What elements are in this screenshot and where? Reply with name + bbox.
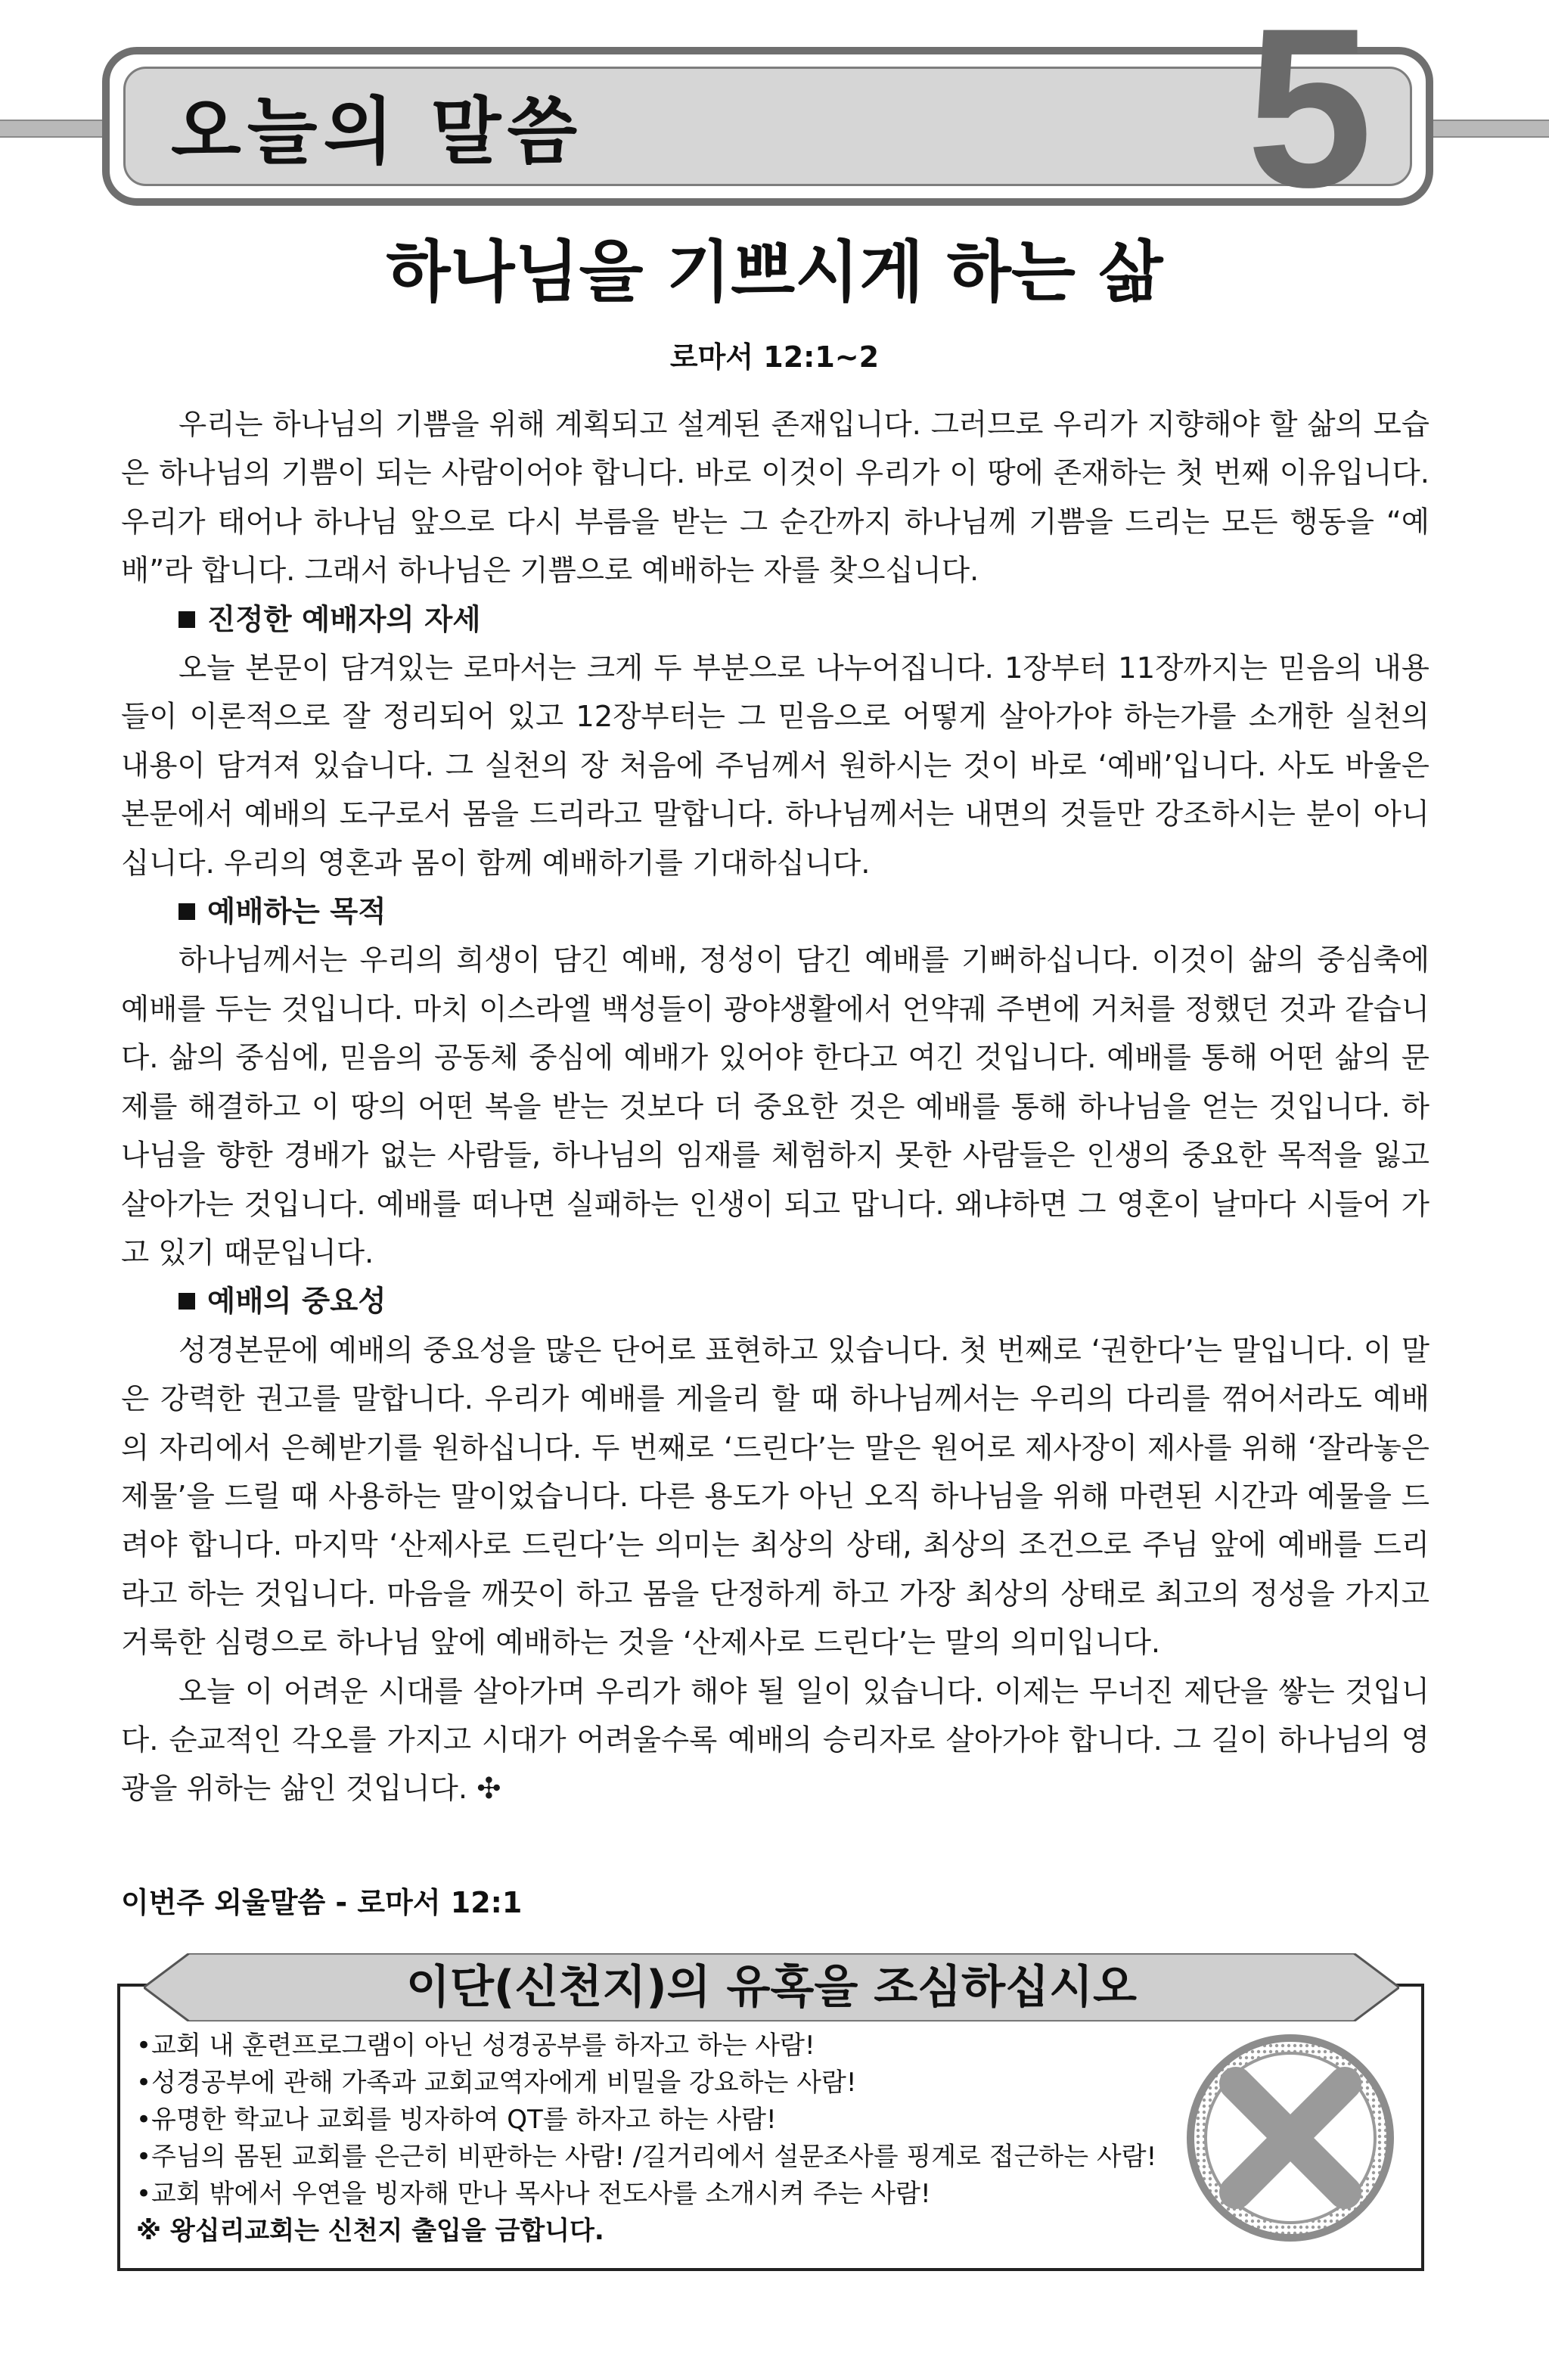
scripture-reference: 로마서 12:1~2 (669, 340, 880, 374)
header-banner (102, 47, 1433, 206)
section-title: 오늘의 말씀 (171, 89, 584, 174)
section-heading-text: 예배의 중요성 (207, 1285, 386, 1319)
warning-item: •주님의 몸된 교회를 은근히 비판하는 사람! /길거리에서 설문조사를 핑계로 접근하는 사람! (136, 2142, 1157, 2172)
section-paragraph: 성경본문에 예배의 중요성을 많은 단어로 표현하고 있습니다. 첫 번째로 ‘권한다’는 말입니다. 이 말은 강력한 권고를 말합니다. 우리가 예배를 게을리 할 때 하나님께서는 우리의 다리를 꺾어서라도 예배의 자리에서 은혜받기를 원하십니다. 두 번째로 ‘드린다’는 말은 원어로 제사장이 제사를 위해 ‘잘라놓은 제물’을 드릴 때 사용하는 말이었습니다. 다른 용도가 아닌 오직 하나님을 위해 마련된 시간과 예물을 드려야 합니다. 마지막 ‘산제사로 드린다’는 의미는 최상의 상태, 최상의 조건으로 주님 앞에 예배를 드리라고 하는 것입니다. 마음을 깨끗이 하고 몸을 단정하게 하고 가장 최상의 상태로 최고의 정성을 가지고 거룩한 심령으로 하나님 앞에 예배하는 것을 ‘산제사로 드린다’는 말의 의미입니다. (121, 1333, 1429, 1661)
warning-list (136, 2027, 1156, 2250)
warning-item: •교회 밖에서 우연을 빙자해 만나 목사나 전도사를 소개시켜 주는 사람! (136, 2179, 931, 2209)
page-number: 5 (1246, 0, 1373, 235)
sermon-body (121, 401, 1429, 1814)
section-heading (121, 1278, 1429, 1326)
section-heading (121, 596, 1429, 645)
warning-item: •유명한 학교나 교회를 빙자하여 QT를 하자고 하는 사람! (136, 2105, 777, 2135)
warning-item: •성경공부에 관해 가족과 교회교역자에게 비밀을 강요하는 사람! (136, 2068, 857, 2098)
section-paragraph: 하나님께서는 우리의 희생이 담긴 예배, 정성이 담긴 예배를 기뻐하십니다. 이것이 삶의 중심축에 예배를 두는 것입니다. 마치 이스라엘 백성들이 광야생활에서 언약궤 주변에 거처를 정했던 것과 같습니다. 삶의 중심에, 믿음의 공동체 중심에 예배가 있어야 한다고 여긴 것입니다. 예배를 통해 어떤 삶의 문제를 해결하고 이 땅의 어떤 복을 받는 것보다 더 중요한 것은 예배를 통해 하나님을 얻는 것입니다. 하나님을 향한 경배가 없는 사람들, 하나님의 임재를 체험하지 못한 사람들은 인생의 중요한 목적을 잃고 살아가는 것입니다. 예배를 떠나면 실패하는 인생이 되고 맙니다. 왜냐하면 그 영혼이 날마다 시들어 가고 있기 때문입니다. (121, 943, 1429, 1270)
warning-banner (144, 1953, 1399, 2021)
square-bullet-icon (178, 903, 195, 920)
header-banner-inner (123, 67, 1412, 186)
sermon-title: 하나님을 기쁘시게 하는 삶 (386, 233, 1163, 311)
square-bullet-icon (178, 611, 195, 628)
section-heading-text: 진정한 예배자의 자세 (207, 602, 481, 637)
square-bullet-icon (178, 1293, 195, 1310)
warning-title: 이단(신천지)의 유혹을 조심하십시오 (405, 1961, 1138, 2014)
memory-verse: 이번주 외울말씀 - 로마서 12:1 (121, 1886, 523, 1919)
section-heading-text: 예배하는 목적 (207, 895, 386, 930)
section-paragraph: 오늘 본문이 담겨있는 로마서는 크게 두 부분으로 나누어집니다. 1장부터 11장까지는 믿음의 내용들이 이론적으로 잘 정리되어 있고 12장부터는 그 믿음으로 어떻게 살아가야 하는가를 소개한 실천의 내용이 담겨져 있습니다. 그 실천의 장 처음에 주님께서 원하시는 것이 바로 ‘예배’입니다. 사도 바울은 본문에서 예배의 도구로서 몸을 드리라고 말합니다. 하나님께서는 내면의 것들만 강조하시는 분이 아니십니다. 우리의 영혼과 몸이 함께 예배하기를 기대하십니다. (121, 651, 1429, 881)
prohibition-icon (1177, 2024, 1404, 2251)
intro-paragraph: 우리는 하나님의 기쁨을 위해 계획되고 설계된 존재입니다. 그러므로 우리가 지향해야 할 삶의 모습은 하나님의 기쁨이 되는 사람이어야 합니다. 바로 이것이 우리가 이 땅에 존재하는 첫 번째 이유입니다. 우리가 태어나 하나님 앞으로 다시 부름을 받는 그 순간까지 하나님께 기쁨을 드리는 모든 행동을 “예배”라 합니다. 그래서 하나님은 기쁨으로 예배하는 자를 찾으십니다. (121, 408, 1429, 589)
section-heading (121, 888, 1429, 937)
warning-footer: ※ 왕십리교회는 신천지 출입을 금합니다. (136, 2216, 604, 2246)
section-paragraph: 오늘 이 어려운 시대를 살아가며 우리가 해야 될 일이 있습니다. 이제는 무너진 제단을 쌓는 것입니다. 순교적인 각오를 가지고 시대가 어려울수록 예배의 승리자로 살아가야 합니다. 그 길이 하나님의 영광을 위하는 삶인 것입니다. ✣ (121, 1674, 1429, 1807)
warning-item: •교회 내 훈련프로그램이 아닌 성경공부를 하자고 하는 사람! (136, 2030, 815, 2061)
